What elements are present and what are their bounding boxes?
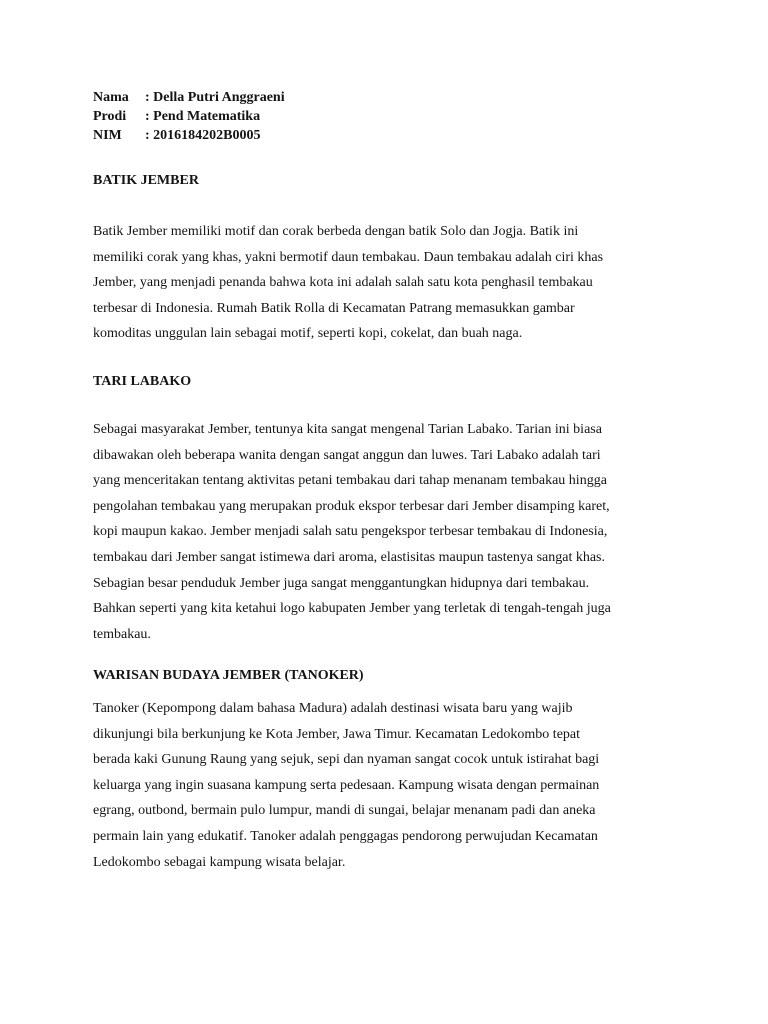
- prodi-label: Prodi: [93, 109, 127, 124]
- paragraph-line: memiliki corak yang khas, yakni bermotif daun tembakau. Daun tembakau adalah ciri khas: [93, 249, 604, 265]
- section-paragraph-batik-jember: [93, 219, 603, 347]
- section-paragraph-warisan-budaya: [93, 696, 599, 875]
- paragraph-line: tembakau dari Jember sangat istimewa dari aroma, elastisitas maupun tastenya sangat khas.: [93, 549, 606, 565]
- name-value: : Della Putri Anggraeni: [145, 90, 285, 105]
- nim-line: [93, 126, 285, 145]
- paragraph-line: dibawakan oleh beberapa wanita dengan sangat anggun dan luwes. Tari Labako adalah tari: [93, 447, 601, 463]
- paragraph-line: Ledokombo sebagai kampung wisata belajar.: [93, 854, 346, 870]
- paragraph-line: dikunjungi bila berkunjung ke Kota Jember, Jawa Timur. Kecamatan Ledokombo tepat: [93, 726, 581, 742]
- paragraph-line: Tanoker (Kepompong dalam bahasa Madura) adalah destinasi wisata baru yang wajib: [93, 701, 573, 716]
- paragraph-line: pengolahan tembakau yang merupakan produk ekspor terbesar dari Jember disamping karet,: [93, 498, 610, 514]
- paragraph-line: Bahkan seperti yang kita ketahui logo kabupaten Jember yang terletak di tengah-tengah juga: [93, 601, 611, 617]
- section-heading-tari-labako: TARI LABAKO: [93, 374, 192, 389]
- paragraph-line: Sebagai masyarakat Jember, tentunya kita sangat mengenal Tarian Labako. Tarian ini biasa: [93, 422, 602, 437]
- paragraph-line: komoditas unggulan lain sebagai motif, seperti kopi, cokelat, dan buah naga.: [93, 326, 523, 342]
- section-heading-batik-jember: BATIK JEMBER: [93, 173, 199, 188]
- paragraph-line: egrang, outbond, bermain pulo lumpur, mandi di sungai, belajar menanam padi dan aneka: [93, 803, 596, 819]
- name-line: [93, 88, 285, 107]
- paragraph-line: keluarga yang ingin suasana kampung serta pedesaan. Kampung wisata dengan permainan: [93, 777, 600, 793]
- paragraph-line: Jember, yang menjadi penanda bahwa kota ini adalah salah satu kota penghasil tembakau: [93, 275, 593, 291]
- paragraph-line: Batik Jember memiliki motif dan corak berbeda dengan batik Solo dan Jogja. Batik ini: [93, 224, 579, 239]
- student-info: [93, 88, 285, 145]
- paragraph-line: kopi maupun kakao. Jember menjadi salah satu pengekspor terbesar tembakau di Indonesia,: [93, 524, 608, 540]
- section-heading-warisan-budaya: WARISAN BUDAYA JEMBER (TANOKER): [93, 668, 364, 683]
- prodi-line: [93, 107, 285, 126]
- section-paragraph-tari-labako: [93, 417, 611, 647]
- nim-label: NIM: [93, 128, 122, 143]
- paragraph-line: yang menceritakan tentang aktivitas petani tembakau dari tahap menanam tembakau hingga: [93, 473, 607, 489]
- paragraph-line: terbesar di Indonesia. Rumah Batik Rolla di Kecamatan Patrang memasukkan gambar: [93, 300, 575, 316]
- paragraph-line: tembakau.: [93, 626, 151, 642]
- prodi-value: : Pend Matematika: [145, 109, 261, 124]
- paragraph-line: Sebagian besar penduduk Jember juga sangat menggantungkan hidupnya dari tembakau.: [93, 575, 590, 591]
- paragraph-line: permain lain yang edukatif. Tanoker adalah penggagas pendorong perwujudan Kecamatan: [93, 828, 598, 844]
- name-label: Nama: [93, 90, 129, 105]
- nim-value: : 2016184202B0005: [145, 128, 261, 143]
- paragraph-line: berada kaki Gunung Raung yang sejuk, sepi dan nyaman sangat cocok untuk istirahat bagi: [93, 752, 600, 768]
